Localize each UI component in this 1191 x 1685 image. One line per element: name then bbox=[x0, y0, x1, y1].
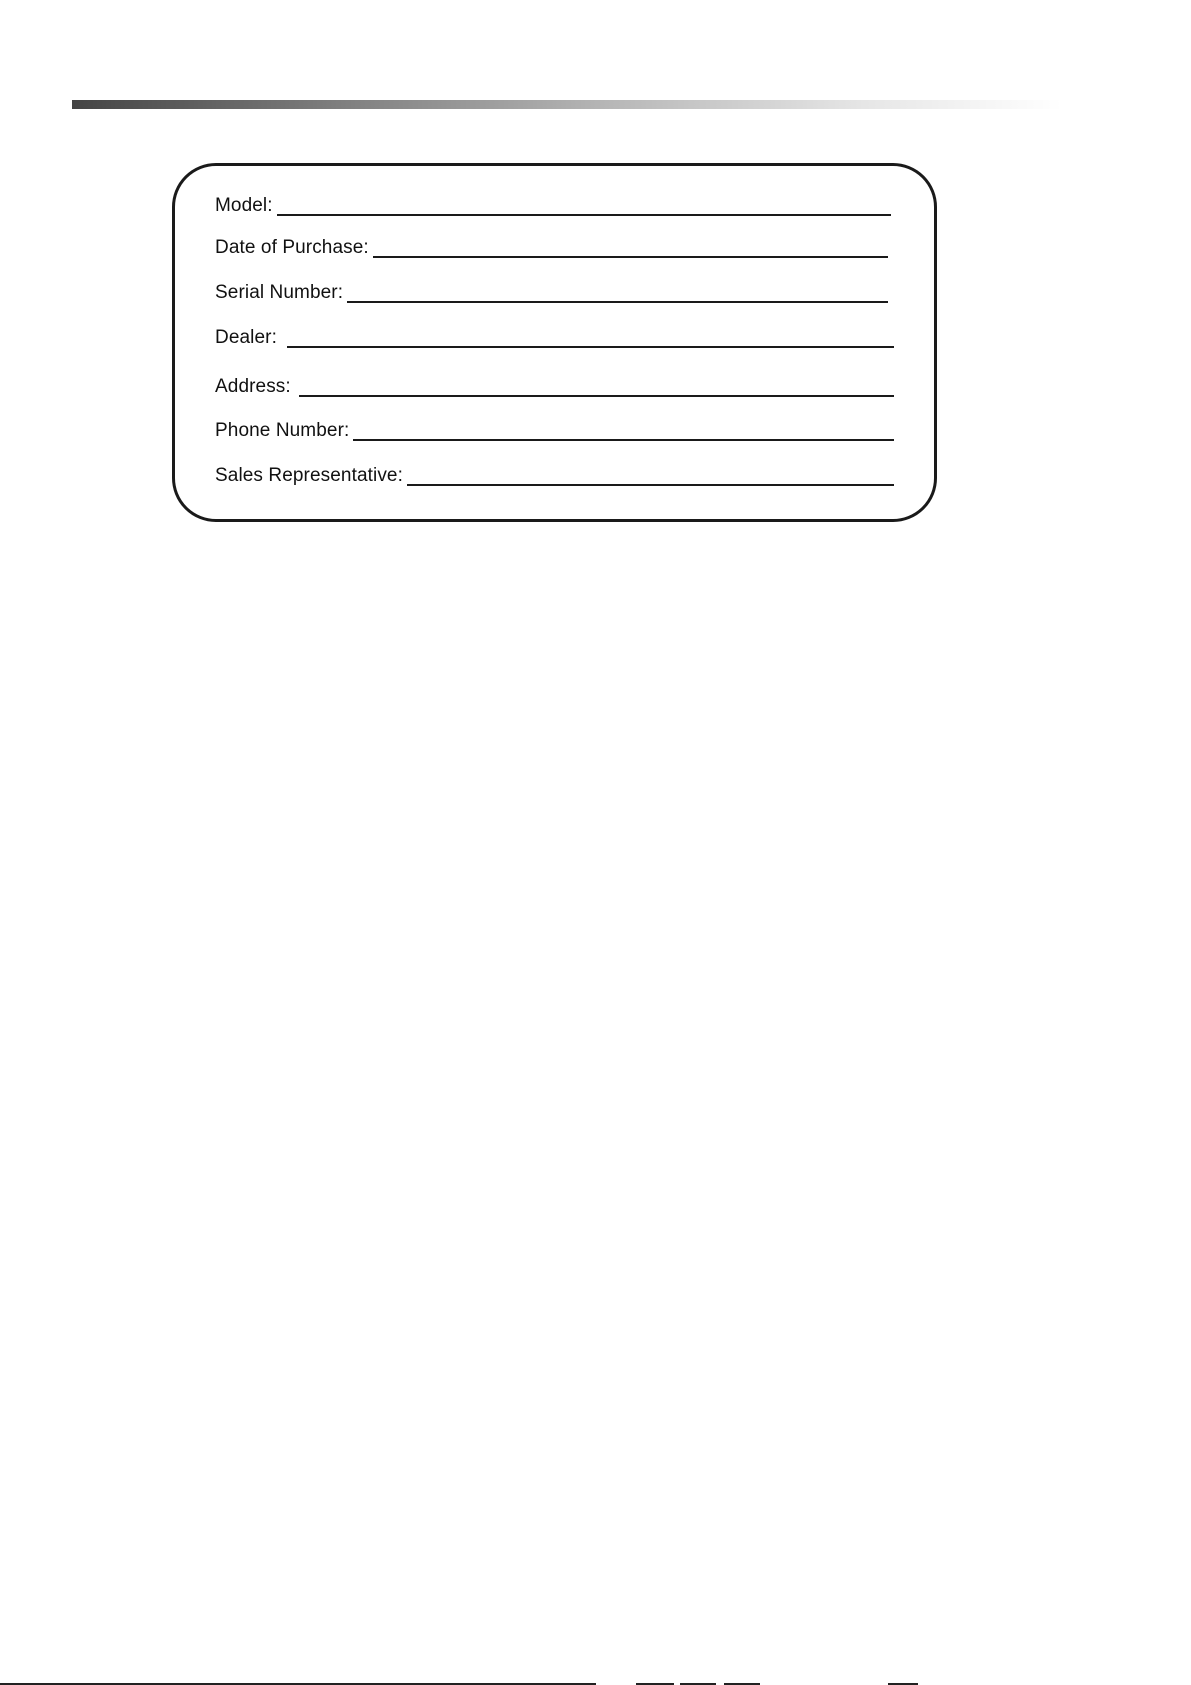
field-line-model[interactable] bbox=[277, 214, 891, 216]
field-line-dealer[interactable] bbox=[287, 346, 894, 348]
field-label-date-of-purchase: Date of Purchase: bbox=[215, 237, 369, 258]
field-label-sales-representative: Sales Representative: bbox=[215, 465, 403, 486]
field-label-phone-number: Phone Number: bbox=[215, 420, 350, 441]
field-line-address[interactable] bbox=[299, 395, 894, 397]
field-row-phone-number bbox=[215, 412, 891, 442]
field-row-address bbox=[215, 368, 891, 398]
field-label-model: Model: bbox=[215, 195, 273, 216]
bottom-edge-marks bbox=[0, 1681, 1191, 1685]
field-line-sales-representative[interactable] bbox=[407, 484, 894, 486]
field-row-serial-number bbox=[215, 274, 891, 304]
field-label-dealer: Dealer: bbox=[215, 327, 277, 348]
field-row-date-of-purchase bbox=[215, 229, 891, 259]
field-row-model bbox=[215, 187, 891, 217]
field-label-address: Address: bbox=[215, 376, 291, 397]
product-record-card bbox=[172, 163, 937, 522]
field-label-serial-number: Serial Number: bbox=[215, 282, 344, 303]
field-row-sales-representative bbox=[215, 457, 891, 487]
field-line-serial-number[interactable] bbox=[347, 301, 888, 303]
field-row-dealer bbox=[215, 319, 891, 349]
field-line-date-of-purchase[interactable] bbox=[373, 256, 888, 258]
field-line-phone-number[interactable] bbox=[353, 439, 894, 441]
header-gradient-rule bbox=[72, 100, 1062, 109]
